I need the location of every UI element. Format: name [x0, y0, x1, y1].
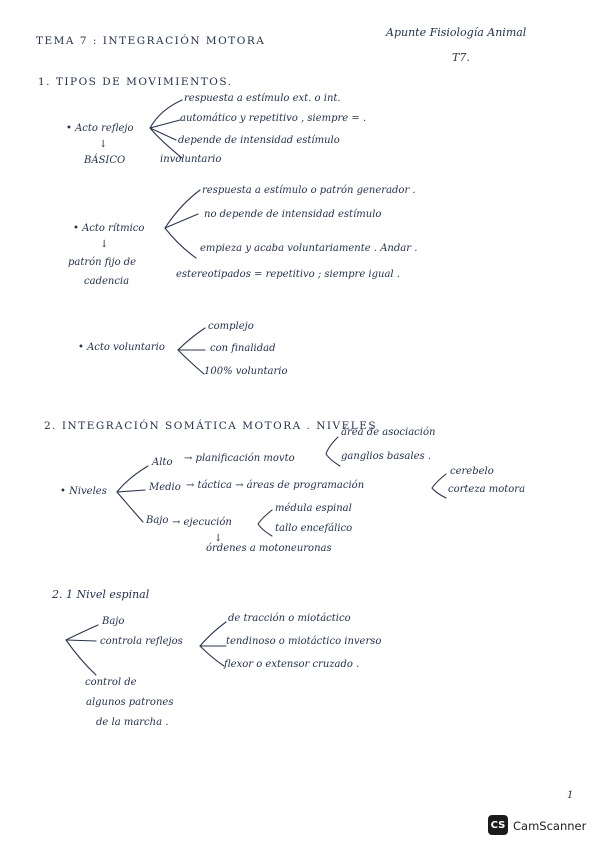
espinal-bajo: Bajo: [102, 616, 125, 627]
bracket-niveles: [117, 466, 148, 522]
bracket-niveles-mid: [117, 490, 145, 492]
bajo-order: órdenes a motoneuronas: [206, 543, 332, 554]
ritmico-sub-2: cadencia: [84, 276, 130, 287]
voluntario-item-3: 100% voluntario: [204, 366, 288, 377]
camscanner-logo: CS: [488, 815, 508, 835]
reflejo-sub: BÁSICO: [84, 155, 126, 166]
acto-reflejo-label: • Acto reflejo: [66, 123, 134, 134]
bajo-arrow: ↓: [214, 533, 223, 544]
bracket-voluntario: [178, 328, 205, 374]
ritmico-item-1: respuesta a estímulo o patrón generador .: [202, 185, 416, 196]
alto-sub-2: ganglios basales .: [341, 451, 431, 462]
reflejos-item-3: flexor o extensor cruzado .: [224, 659, 360, 670]
espinal-controla-reflejos: controla reflejos: [100, 636, 183, 647]
bracket-ritmico: [165, 190, 200, 258]
bracket-reflejo: [150, 100, 182, 158]
medio-sub-2: corteza motora: [448, 484, 526, 495]
nivel-bajo-text: → ejecución: [172, 517, 232, 528]
header-course: Apunte Fisiología Animal: [386, 26, 527, 39]
nivel-alto-label: Alto: [152, 457, 173, 468]
nivel-alto-text: → planificación movto: [184, 453, 295, 464]
bajo-sub-1: médula espinal: [275, 503, 352, 514]
reflejos-item-2: tendinoso o miotáctico inverso: [226, 636, 382, 647]
section2-title: 2. INTEGRACIÓN SOMÁTICA MOTORA . NIVELES: [44, 420, 378, 432]
reflejo-item-2: automático y repetitivo , siempre = .: [180, 113, 367, 124]
alto-sub-1: área de asociación: [341, 427, 436, 438]
nivel-bajo-label: Bajo: [146, 515, 169, 526]
page-number: 1: [567, 790, 574, 801]
header-topic: TEMA 7 : INTEGRACIÓN MOTORA: [36, 35, 266, 47]
camscanner-name: CamScanner: [513, 819, 587, 833]
nivel-medio-text: → táctica → áreas de programación: [186, 480, 365, 491]
bracket-reflejos: [200, 622, 226, 666]
voluntario-item-2: con finalidad: [210, 343, 276, 354]
reflejo-item-3: depende de intensidad estímulo: [178, 135, 340, 146]
bracket-medio: [432, 474, 446, 498]
bracket-reflejo-mid2: [150, 128, 176, 140]
niveles-root: • Niveles: [60, 486, 107, 497]
reflejo-arrow: ↓: [99, 139, 108, 150]
ritmico-item-4: estereotipados = repetitivo ; siempre igual .: [176, 269, 400, 280]
medio-sub-1: cerebelo: [450, 466, 494, 477]
bracket-espinal: [66, 625, 98, 675]
ritmico-sub-1: patrón fijo de: [68, 257, 137, 268]
reflejo-item-4: involuntario: [160, 154, 222, 165]
ritmico-item-3: empieza y acaba voluntariamente . Andar .: [200, 243, 418, 254]
espinal-control-1: control de: [85, 677, 137, 688]
acto-voluntario-label: • Acto voluntario: [78, 342, 165, 353]
voluntario-item-1: complejo: [208, 321, 254, 332]
section1-title: 1. TIPOS DE MOVIMIENTOS.: [38, 76, 233, 88]
acto-ritmico-label: • Acto rítmico: [73, 223, 145, 234]
bracket-espinal-mid: [66, 640, 96, 641]
header-unit: T7.: [452, 51, 470, 64]
espinal-control-2: algunos patrones: [86, 697, 174, 708]
reflejo-item-1: respuesta a estímulo ext. o int.: [184, 93, 341, 104]
bajo-sub-2: tallo encefálico: [275, 523, 353, 534]
bracket-alto: [326, 437, 340, 466]
reflejos-item-1: de tracción o miotáctico: [228, 613, 351, 624]
ritmico-arrow: ↓: [100, 239, 109, 250]
nivel-medio-label: Medio: [149, 482, 181, 493]
bracket-bajo: [258, 510, 272, 536]
espinal-control-3: de la marcha .: [96, 717, 169, 728]
ritmico-item-2: no depende de intensidad estímulo: [204, 209, 382, 220]
section21-title: 2. 1 Nivel espinal: [52, 588, 150, 601]
